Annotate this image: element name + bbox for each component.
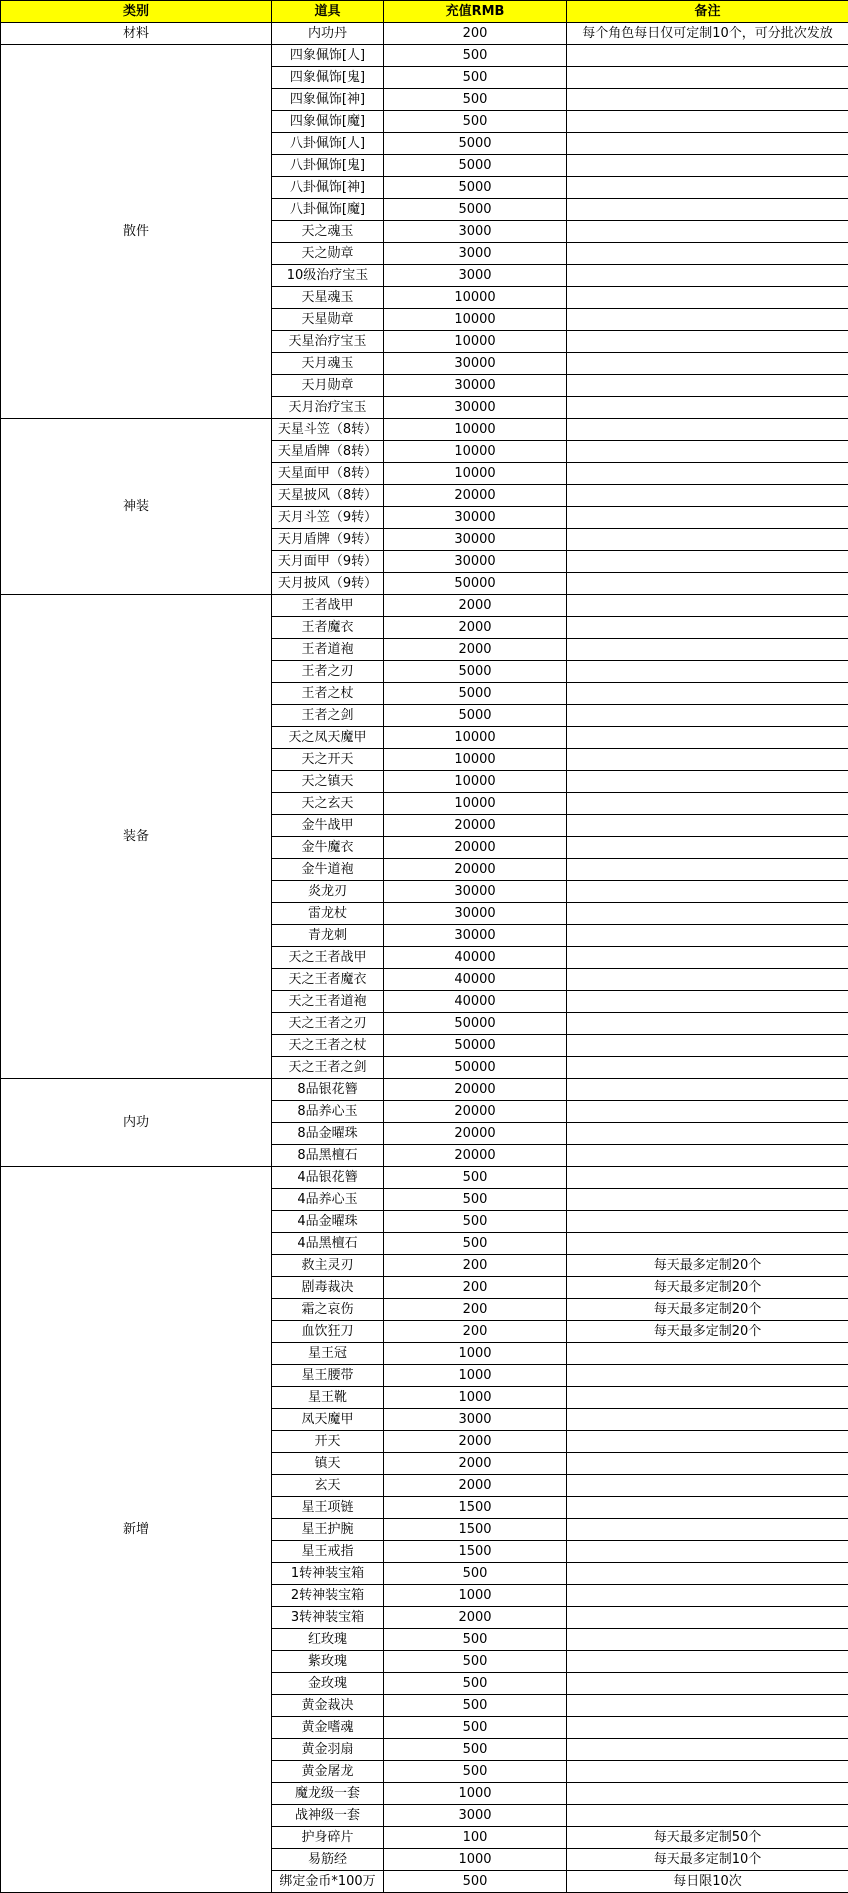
price-cell: 10000	[384, 749, 567, 771]
price-cell: 5000	[384, 199, 567, 221]
item-name-cell: 天之王者道袍	[272, 991, 384, 1013]
note-cell	[567, 1211, 848, 1233]
note-cell	[567, 1805, 848, 1827]
item-name-cell: 天之王者之刃	[272, 1013, 384, 1035]
item-name-cell: 天之王者魔衣	[272, 969, 384, 991]
note-cell	[567, 617, 848, 639]
note-cell	[567, 1123, 848, 1145]
item-name-cell: 王者魔衣	[272, 617, 384, 639]
price-cell: 3000	[384, 243, 567, 265]
item-name-cell: 凤天魔甲	[272, 1409, 384, 1431]
price-cell: 40000	[384, 969, 567, 991]
note-cell	[567, 1387, 848, 1409]
price-cell: 200	[384, 23, 567, 45]
item-name-cell: 4品银花簪	[272, 1167, 384, 1189]
item-name-cell: 雷龙杖	[272, 903, 384, 925]
item-name-cell: 天星披风（8转）	[272, 485, 384, 507]
price-cell: 30000	[384, 925, 567, 947]
note-cell	[567, 1541, 848, 1563]
note-cell	[567, 1167, 848, 1189]
price-cell: 1000	[384, 1849, 567, 1871]
price-cell: 20000	[384, 815, 567, 837]
item-name-cell: 八卦佩饰[神]	[272, 177, 384, 199]
price-cell: 40000	[384, 991, 567, 1013]
note-cell	[567, 67, 848, 89]
price-cell: 30000	[384, 903, 567, 925]
note-cell	[567, 1475, 848, 1497]
note-cell	[567, 859, 848, 881]
item-name-cell: 镇天	[272, 1453, 384, 1475]
note-cell	[567, 1343, 848, 1365]
item-name-cell: 星王腰带	[272, 1365, 384, 1387]
note-cell	[567, 749, 848, 771]
price-cell: 500	[384, 1761, 567, 1783]
item-name-cell: 星王冠	[272, 1343, 384, 1365]
note-cell	[567, 639, 848, 661]
item-name-cell: 8品金曜珠	[272, 1123, 384, 1145]
note-cell	[567, 375, 848, 397]
price-cell: 20000	[384, 1123, 567, 1145]
item-name-cell: 王者道袍	[272, 639, 384, 661]
price-cell: 200	[384, 1321, 567, 1343]
price-cell: 30000	[384, 507, 567, 529]
note-cell	[567, 1453, 848, 1475]
note-cell	[567, 683, 848, 705]
note-cell	[567, 1695, 848, 1717]
note-cell	[567, 309, 848, 331]
note-cell	[567, 463, 848, 485]
price-cell: 10000	[384, 463, 567, 485]
item-name-cell: 紫玫瑰	[272, 1651, 384, 1673]
price-cell: 2000	[384, 1607, 567, 1629]
item-name-cell: 金牛道袍	[272, 859, 384, 881]
item-name-cell: 8品银花簪	[272, 1079, 384, 1101]
price-cell: 10000	[384, 727, 567, 749]
item-name-cell: 救主灵刃	[272, 1255, 384, 1277]
price-cell: 2000	[384, 595, 567, 617]
note-cell	[567, 661, 848, 683]
note-cell	[567, 1145, 848, 1167]
item-name-cell: 2转神装宝箱	[272, 1585, 384, 1607]
item-name-cell: 天月斗笠（9转）	[272, 507, 384, 529]
price-cell: 30000	[384, 375, 567, 397]
note-cell: 每日限10次	[567, 1871, 848, 1893]
item-name-cell: 10级治疗宝玉	[272, 265, 384, 287]
price-cell: 2000	[384, 617, 567, 639]
item-name-cell: 星王护腕	[272, 1519, 384, 1541]
price-cell: 5000	[384, 683, 567, 705]
item-name-cell: 绑定金币*100万	[272, 1871, 384, 1893]
price-cell: 3000	[384, 265, 567, 287]
note-cell	[567, 991, 848, 1013]
price-cell: 10000	[384, 771, 567, 793]
item-name-cell: 黄金嗜魂	[272, 1717, 384, 1739]
price-cell: 500	[384, 111, 567, 133]
price-cell: 20000	[384, 485, 567, 507]
item-name-cell: 天星面甲（8转）	[272, 463, 384, 485]
note-cell: 每个角色每日仅可定制10个，可分批次发放	[567, 23, 848, 45]
price-cell: 40000	[384, 947, 567, 969]
item-name-cell: 天月盾牌（9转）	[272, 529, 384, 551]
price-cell: 500	[384, 1233, 567, 1255]
price-cell: 100	[384, 1827, 567, 1849]
note-cell	[567, 595, 848, 617]
price-cell: 2000	[384, 1453, 567, 1475]
item-name-cell: 魔龙级一套	[272, 1783, 384, 1805]
note-cell	[567, 1717, 848, 1739]
note-cell	[567, 89, 848, 111]
note-cell	[567, 551, 848, 573]
item-name-cell: 天月治疗宝玉	[272, 397, 384, 419]
item-name-cell: 八卦佩饰[人]	[272, 133, 384, 155]
price-cell: 10000	[384, 419, 567, 441]
note-cell	[567, 1673, 848, 1695]
price-cell: 20000	[384, 859, 567, 881]
price-cell: 1500	[384, 1541, 567, 1563]
price-cell: 3000	[384, 1805, 567, 1827]
item-name-cell: 王者之刃	[272, 661, 384, 683]
item-name-cell: 天之玄天	[272, 793, 384, 815]
note-cell	[567, 947, 848, 969]
item-name-cell: 王者之剑	[272, 705, 384, 727]
note-cell	[567, 793, 848, 815]
item-name-cell: 星王靴	[272, 1387, 384, 1409]
note-cell	[567, 243, 848, 265]
note-cell	[567, 1761, 848, 1783]
note-cell	[567, 397, 848, 419]
item-name-cell: 霜之哀伤	[272, 1299, 384, 1321]
price-cell: 50000	[384, 1013, 567, 1035]
note-cell	[567, 815, 848, 837]
note-cell	[567, 1585, 848, 1607]
item-name-cell: 天星斗笠（8转）	[272, 419, 384, 441]
note-cell	[567, 419, 848, 441]
header-category: 类别	[1, 1, 272, 23]
price-cell: 2000	[384, 1431, 567, 1453]
note-cell	[567, 441, 848, 463]
price-cell: 10000	[384, 331, 567, 353]
price-cell: 20000	[384, 837, 567, 859]
category-cell: 装备	[1, 595, 272, 1079]
price-cell: 1500	[384, 1497, 567, 1519]
price-cell: 5000	[384, 177, 567, 199]
item-name-cell: 红玫瑰	[272, 1629, 384, 1651]
note-cell	[567, 1497, 848, 1519]
item-name-cell: 护身碎片	[272, 1827, 384, 1849]
item-name-cell: 天之王者战甲	[272, 947, 384, 969]
item-name-cell: 4品养心玉	[272, 1189, 384, 1211]
table-row	[1, 1167, 848, 1189]
price-cell: 1500	[384, 1519, 567, 1541]
price-cell: 10000	[384, 441, 567, 463]
price-cell: 200	[384, 1277, 567, 1299]
item-name-cell: 4品金曜珠	[272, 1211, 384, 1233]
price-cell: 30000	[384, 397, 567, 419]
category-cell: 内功	[1, 1079, 272, 1167]
item-name-cell: 四象佩饰[鬼]	[272, 67, 384, 89]
table-row	[1, 45, 848, 67]
price-cell: 500	[384, 1629, 567, 1651]
note-cell: 每天最多定制20个	[567, 1321, 848, 1343]
price-cell: 5000	[384, 661, 567, 683]
item-name-cell: 4品黑檀石	[272, 1233, 384, 1255]
price-cell: 500	[384, 1695, 567, 1717]
category-cell: 新增	[1, 1167, 272, 1893]
price-cell: 1000	[384, 1365, 567, 1387]
note-cell	[567, 771, 848, 793]
note-cell	[567, 111, 848, 133]
price-cell: 200	[384, 1255, 567, 1277]
item-name-cell: 天之勋章	[272, 243, 384, 265]
note-cell	[567, 1409, 848, 1431]
price-cell: 20000	[384, 1079, 567, 1101]
note-cell	[567, 837, 848, 859]
item-name-cell: 八卦佩饰[魔]	[272, 199, 384, 221]
note-cell	[567, 265, 848, 287]
price-cell: 2000	[384, 1475, 567, 1497]
price-cell: 2000	[384, 639, 567, 661]
price-cell: 10000	[384, 287, 567, 309]
note-cell	[567, 1783, 848, 1805]
table-row	[1, 419, 848, 441]
price-cell: 500	[384, 1717, 567, 1739]
category-cell: 材料	[1, 23, 272, 45]
price-cell: 1000	[384, 1585, 567, 1607]
note-cell	[567, 1651, 848, 1673]
item-name-cell: 天之凤天魔甲	[272, 727, 384, 749]
table-row	[1, 595, 848, 617]
item-name-cell: 黄金屠龙	[272, 1761, 384, 1783]
note-cell	[567, 1057, 848, 1079]
item-name-cell: 星王项链	[272, 1497, 384, 1519]
note-cell	[567, 1013, 848, 1035]
item-name-cell: 四象佩饰[神]	[272, 89, 384, 111]
category-cell: 神装	[1, 419, 272, 595]
price-cell: 30000	[384, 551, 567, 573]
header-row	[1, 1, 848, 23]
note-cell: 每天最多定制20个	[567, 1277, 848, 1299]
table-row	[1, 1079, 848, 1101]
item-name-cell: 天之镇天	[272, 771, 384, 793]
item-name-cell: 黄金羽扇	[272, 1739, 384, 1761]
item-name-cell: 内功丹	[272, 23, 384, 45]
item-name-cell: 王者战甲	[272, 595, 384, 617]
price-cell: 10000	[384, 793, 567, 815]
price-cell: 30000	[384, 881, 567, 903]
price-cell: 50000	[384, 1035, 567, 1057]
item-name-cell: 青龙刺	[272, 925, 384, 947]
price-cell: 5000	[384, 133, 567, 155]
price-cell: 500	[384, 1167, 567, 1189]
price-cell: 500	[384, 1871, 567, 1893]
item-name-cell: 易筋经	[272, 1849, 384, 1871]
item-name-cell: 天星魂玉	[272, 287, 384, 309]
item-name-cell: 剧毒裁决	[272, 1277, 384, 1299]
note-cell	[567, 1101, 848, 1123]
note-cell	[567, 1189, 848, 1211]
item-name-cell: 金玫瑰	[272, 1673, 384, 1695]
note-cell	[567, 1629, 848, 1651]
note-cell	[567, 925, 848, 947]
note-cell	[567, 1607, 848, 1629]
price-cell: 3000	[384, 221, 567, 243]
price-cell: 500	[384, 1739, 567, 1761]
note-cell	[567, 177, 848, 199]
item-name-cell: 8品黑檀石	[272, 1145, 384, 1167]
note-cell	[567, 573, 848, 595]
note-cell	[567, 903, 848, 925]
price-cell: 500	[384, 1673, 567, 1695]
note-cell	[567, 45, 848, 67]
price-cell: 5000	[384, 705, 567, 727]
item-name-cell: 黄金裁决	[272, 1695, 384, 1717]
item-name-cell: 战神级一套	[272, 1805, 384, 1827]
item-name-cell: 天之王者之杖	[272, 1035, 384, 1057]
item-name-cell: 天之魂玉	[272, 221, 384, 243]
item-name-cell: 四象佩饰[魔]	[272, 111, 384, 133]
note-cell	[567, 287, 848, 309]
item-name-cell: 天之开天	[272, 749, 384, 771]
note-cell	[567, 881, 848, 903]
price-cell: 50000	[384, 1057, 567, 1079]
note-cell	[567, 1365, 848, 1387]
header-price: 充值RMB	[384, 1, 567, 23]
price-cell: 500	[384, 1211, 567, 1233]
item-name-cell: 天月披风（9转）	[272, 573, 384, 595]
price-cell: 1000	[384, 1343, 567, 1365]
item-name-cell: 血饮狂刀	[272, 1321, 384, 1343]
item-name-cell: 开天	[272, 1431, 384, 1453]
note-cell	[567, 133, 848, 155]
item-name-cell: 天星治疗宝玉	[272, 331, 384, 353]
price-cell: 500	[384, 67, 567, 89]
item-name-cell: 天星勋章	[272, 309, 384, 331]
note-cell	[567, 331, 848, 353]
category-cell: 散件	[1, 45, 272, 419]
price-cell: 1000	[384, 1387, 567, 1409]
note-cell: 每天最多定制20个	[567, 1255, 848, 1277]
note-cell	[567, 507, 848, 529]
item-name-cell: 星王戒指	[272, 1541, 384, 1563]
note-cell	[567, 353, 848, 375]
note-cell	[567, 1233, 848, 1255]
note-cell	[567, 1035, 848, 1057]
price-cell: 3000	[384, 1409, 567, 1431]
note-cell	[567, 199, 848, 221]
price-cell: 500	[384, 1563, 567, 1585]
table-body	[1, 23, 848, 1893]
note-cell	[567, 1739, 848, 1761]
item-name-cell: 金牛战甲	[272, 815, 384, 837]
item-name-cell: 天月魂玉	[272, 353, 384, 375]
note-cell	[567, 221, 848, 243]
price-cell: 1000	[384, 1783, 567, 1805]
price-cell: 10000	[384, 309, 567, 331]
note-cell	[567, 485, 848, 507]
item-name-cell: 炎龙刃	[272, 881, 384, 903]
item-name-cell: 天月面甲（9转）	[272, 551, 384, 573]
item-name-cell: 玄天	[272, 1475, 384, 1497]
note-cell	[567, 705, 848, 727]
item-name-cell: 八卦佩饰[鬼]	[272, 155, 384, 177]
price-cell: 500	[384, 45, 567, 67]
item-name-cell: 王者之杖	[272, 683, 384, 705]
note-cell	[567, 1431, 848, 1453]
price-cell: 20000	[384, 1145, 567, 1167]
item-name-cell: 天星盾牌（8转）	[272, 441, 384, 463]
price-cell: 500	[384, 89, 567, 111]
item-name-cell: 四象佩饰[人]	[272, 45, 384, 67]
price-cell: 30000	[384, 529, 567, 551]
item-name-cell: 金牛魔衣	[272, 837, 384, 859]
note-cell	[567, 727, 848, 749]
header-item: 道具	[272, 1, 384, 23]
price-cell: 20000	[384, 1101, 567, 1123]
note-cell: 每天最多定制10个	[567, 1849, 848, 1871]
note-cell	[567, 1563, 848, 1585]
price-cell: 200	[384, 1299, 567, 1321]
note-cell	[567, 969, 848, 991]
note-cell: 每天最多定制20个	[567, 1299, 848, 1321]
note-cell	[567, 155, 848, 177]
header-note: 备注	[567, 1, 848, 23]
table-row	[1, 23, 848, 45]
price-cell: 30000	[384, 353, 567, 375]
note-cell	[567, 1519, 848, 1541]
item-name-cell: 天月勋章	[272, 375, 384, 397]
price-cell: 50000	[384, 573, 567, 595]
note-cell: 每天最多定制50个	[567, 1827, 848, 1849]
item-name-cell: 天之王者之剑	[272, 1057, 384, 1079]
price-cell: 500	[384, 1651, 567, 1673]
price-cell: 500	[384, 1189, 567, 1211]
item-name-cell: 1转神装宝箱	[272, 1563, 384, 1585]
price-cell: 5000	[384, 155, 567, 177]
note-cell	[567, 1079, 848, 1101]
note-cell	[567, 529, 848, 551]
item-name-cell: 8品养心玉	[272, 1101, 384, 1123]
item-name-cell: 3转神装宝箱	[272, 1607, 384, 1629]
